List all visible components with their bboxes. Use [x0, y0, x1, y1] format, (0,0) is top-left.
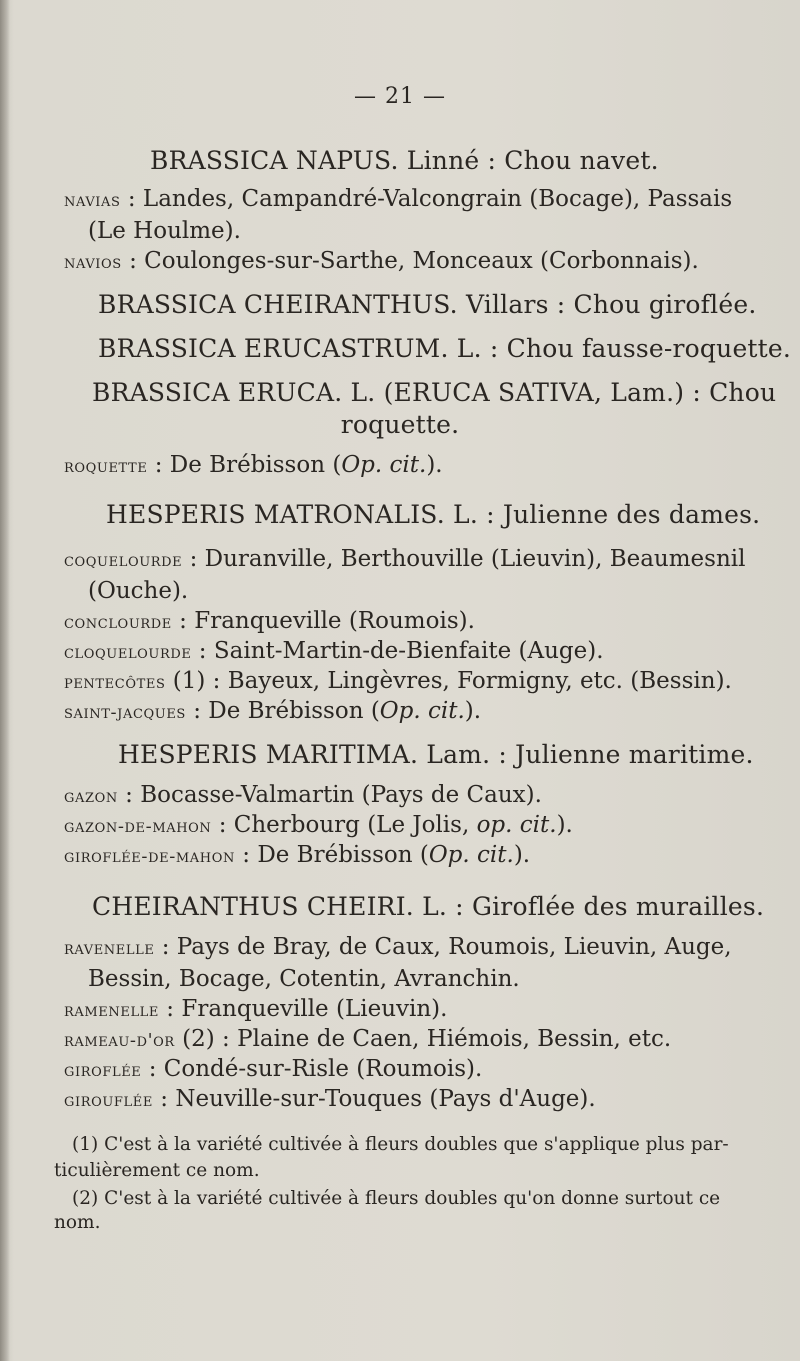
entry-localities: : Coulonges-sur-Sarthe, Monceaux (Corbonnais). [121, 248, 699, 274]
vernacular-name: navios [64, 252, 122, 273]
entry-continuation: Bessin, Bocage, Cotentin, Avranchin. [88, 966, 520, 992]
entry-localities: : Neuville-sur-Touques (Pays d'Auge). [152, 1086, 596, 1112]
vernacular-name: girouflée [64, 1090, 153, 1111]
vernacular-name: gazon [64, 786, 118, 807]
vernacular-name: ramenelle [64, 1000, 159, 1021]
vernacular-entry [64, 608, 475, 634]
species-heading: BRASSICA ERUCASTRUM. L. : Chou fausse-roquette. [98, 334, 792, 363]
vernacular-entry [64, 638, 604, 664]
entry-localities: : De Brébisson ( [185, 698, 380, 724]
footnote-2-continuation: nom. [54, 1212, 101, 1233]
footnote-1-continuation: ticulièrement ce nom. [54, 1160, 260, 1181]
entry-continuation: (Le Houlme). [88, 218, 241, 244]
vernacular-entry [64, 782, 542, 808]
vernacular-entry [64, 996, 447, 1022]
species-heading: CHEIRANTHUS CHEIRI. L. : Giroflée des murailles. [92, 892, 765, 921]
entry-localities: : De Brébisson ( [147, 452, 342, 478]
vernacular-entry [64, 546, 746, 572]
vernacular-name: cloquelourde [64, 642, 192, 663]
vernacular-name: gazon-de-mahon [64, 816, 212, 837]
page-number: — 21 — [354, 84, 446, 109]
entry-continuation: (Ouche). [88, 578, 189, 604]
entry-localities: : Pays de Bray, de Caux, Roumois, Lieuvin, Auge, [154, 934, 732, 960]
footnote-1: (1) C'est à la variété cultivée à fleurs doubles que s'applique plus par- [72, 1134, 729, 1155]
vernacular-name: coquelourde [64, 550, 183, 571]
entry-localities: : Landes, Campandré-Valcongrain (Bocage), Passais [120, 186, 733, 212]
vernacular-name: giroflée-de-mahon [64, 846, 235, 867]
citation: Op. cit. [428, 842, 514, 868]
species-heading: BRASSICA ERUCA. L. (ERUCA SATIVA, Lam.) : Chou [92, 378, 777, 407]
vernacular-name: ravenelle [64, 938, 155, 959]
vernacular-entry: roquette : De Brébisson (Op. cit.). [64, 452, 443, 478]
vernacular-name: giroflée [64, 1060, 142, 1081]
citation: Op. cit. [341, 452, 427, 478]
entry-localities: : De Brébisson ( [234, 842, 429, 868]
vernacular-name: saint-jacques [64, 702, 186, 723]
entry-localities: : Saint-Martin-de-Bienfaite (Auge). [191, 638, 604, 664]
species-heading-continuation: roquette. [340, 410, 460, 439]
vernacular-name: rameau-d'or [64, 1030, 175, 1051]
citation: Op. cit. [379, 698, 465, 724]
vernacular-entry: gazon-de-mahon : Cherbourg (Le Jolis, op. cit.). [64, 812, 573, 838]
entry-localities: : Franqueville (Lieuvin). [159, 996, 448, 1022]
vernacular-entry [64, 186, 732, 212]
vernacular-name: roquette [64, 456, 148, 477]
vernacular-entry [64, 1026, 671, 1052]
entry-localities: (2) : Plaine de Caen, Hiémois, Bessin, etc. [174, 1026, 672, 1052]
vernacular-name: navias [64, 190, 121, 211]
footnote-2: (2) C'est à la variété cultivée à fleurs doubles qu'on donne surtout ce [72, 1188, 721, 1209]
species-heading: HESPERIS MARITIMA. Lam. : Julienne maritime. [118, 740, 754, 769]
vernacular-entry [64, 668, 732, 694]
vernacular-entry: saint-jacques : De Brébisson (Op. cit.). [64, 698, 482, 724]
vernacular-name: pentecôtes [64, 672, 166, 693]
entry-localities: : Franqueville (Roumois). [171, 608, 475, 634]
species-heading: BRASSICA NAPUS. Linné : Chou navet. [150, 146, 659, 175]
vernacular-entry [64, 1086, 596, 1112]
vernacular-name: conclourde [64, 612, 172, 633]
vernacular-entry: giroflée-de-mahon : De Brébisson (Op. cit.). [64, 842, 531, 868]
entry-localities: : Condé-sur-Risle (Roumois). [141, 1056, 483, 1082]
vernacular-entry [64, 248, 699, 274]
vernacular-entry [64, 934, 732, 960]
entry-localities: : Duranville, Berthouville (Lieuvin), Beaumesnil [182, 546, 746, 572]
species-heading: BRASSICA CHEIRANTHUS. Villars : Chou giroflée. [98, 290, 757, 319]
citation: op. cit. [476, 812, 557, 838]
entry-localities: (1) : Bayeux, Lingèvres, Formigny, etc. (Bessin). [165, 668, 732, 694]
page-binding-edge [0, 0, 10, 1361]
entry-localities: : Cherbourg (Le Jolis, [211, 812, 477, 838]
vernacular-entry [64, 1056, 482, 1082]
species-heading: HESPERIS MATRONALIS. L. : Julienne des dames. [106, 500, 761, 529]
entry-localities: : Bocasse-Valmartin (Pays de Caux). [117, 782, 542, 808]
